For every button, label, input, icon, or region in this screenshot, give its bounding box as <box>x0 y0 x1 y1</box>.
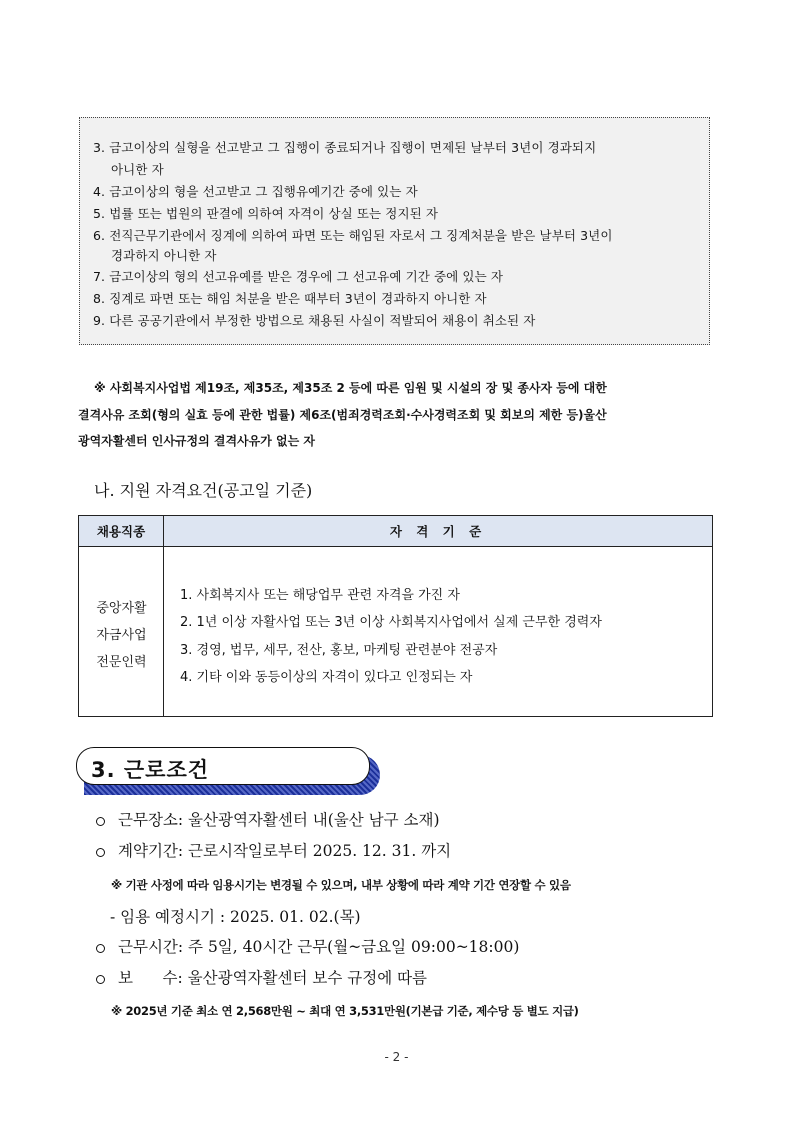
working-hours-text: 근무시간: 주 5일, 40시간 근무(월~금요일 09:00~18:00) <box>118 938 520 956</box>
page-number: - 2 - <box>384 1050 409 1064</box>
section-heading-qualifications: 나. 지원 자격요건(공고일 기준) <box>94 481 313 500</box>
salary-note: ※ 2025년 기준 최소 연 2,568만원 ~ 최대 연 3,531만원(기본급 기준, 제수당 등 별도 지급) <box>111 1004 579 1018</box>
disqualification-item-6: 6. 전직근무기관에서 징계에 의하여 파면 또는 해임된 자로서 그 징계처분을 받은 날부터 3년이 <box>93 228 613 243</box>
section-3-title: 3. 근로조건 <box>91 758 210 782</box>
section-3-header <box>76 747 372 789</box>
bullet-circle-icon <box>96 944 105 953</box>
requirement-3: 3. 경영, 법무, 세무, 전산, 홍보, 마케팅 관련분야 전공자 <box>180 643 498 658</box>
workplace-text: 근무장소: 울산광역자활센터 내(울산 남구 소재) <box>118 811 440 829</box>
disqualification-item-3: 3. 금고이상의 실형을 선고받고 그 집행이 종료되거나 집행이 면제된 날부터 3년이 경과되지 <box>93 140 597 155</box>
salary-text: 보 수: 울산광역자활센터 보수 규정에 따름 <box>118 969 428 987</box>
requirement-1: 1. 사회복지사 또는 해당업무 관련 자격을 가진 자 <box>180 588 460 603</box>
legal-note-line-2: 결격사유 조회(형의 실효 등에 관한 법률) 제6조(범죄경력조회·수사경력조회 및 회보의 제한 등)울산 <box>78 408 607 422</box>
disqualification-item-8: 8. 징계로 파면 또는 해임 처분을 받은 때부터 3년이 경과하지 아니한 자 <box>93 291 487 306</box>
contract-period-text: 계약기간: 근로시작일로부터 2025. 12. 31. 까지 <box>118 842 452 860</box>
disqualification-item-7: 7. 금고이상의 형의 선고유예를 받은 경우에 그 선고유예 기간 중에 있는 자 <box>93 269 504 284</box>
job-title-line-2: 자금사업 <box>96 628 147 643</box>
bullet-circle-icon <box>96 975 105 984</box>
qualification-table <box>78 515 713 717</box>
requirement-2: 2. 1년 이상 자활사업 또는 3년 이상 사회복지사업에서 실제 근무한 경력자 <box>180 615 602 630</box>
disqualification-item-3-cont: 아니한 자 <box>111 162 164 177</box>
contract-note: ※ 기관 사정에 따라 임용시기는 변경될 수 있으며, 내부 상황에 따라 계약 기간 연장할 수 있음 <box>111 878 571 892</box>
bullet-circle-icon <box>96 817 105 826</box>
section-header-frame <box>76 747 370 785</box>
disqualification-item-6-cont: 경과하지 아니한 자 <box>111 248 217 263</box>
table-header-job: 채용직종 <box>79 516 164 547</box>
disqualification-item-5: 5. 법률 또는 법원의 판결에 의하여 자격이 상실 또는 정지된 자 <box>93 206 439 221</box>
disqualification-item-9: 9. 다른 공공기관에서 부정한 방법으로 채용된 사실이 적발되어 채용이 취소된 자 <box>93 313 536 328</box>
requirement-4: 4. 기타 이와 동등이상의 자격이 있다고 인정되는 자 <box>180 670 473 685</box>
table-header-requirements: 자 격 기 준 <box>164 516 712 547</box>
legal-note-line-1: ※ 사회복지사업법 제19조, 제35조, 제35조 2 등에 따른 임원 및 시설의 장 및 종사자 등에 대한 <box>94 381 607 395</box>
job-title-line-1: 중앙자활 <box>96 601 147 616</box>
legal-note-line-3: 광역자활센터 인사규정의 결격사유가 없는 자 <box>78 434 315 448</box>
bullet-circle-icon <box>96 848 105 857</box>
job-title-line-3: 전문인력 <box>96 655 147 670</box>
disqualification-item-4: 4. 금고이상의 형을 선고받고 그 집행유예기간 중에 있는 자 <box>93 184 418 199</box>
start-date-text: - 임용 예정시기 : 2025. 01. 02.(목) <box>110 908 361 926</box>
